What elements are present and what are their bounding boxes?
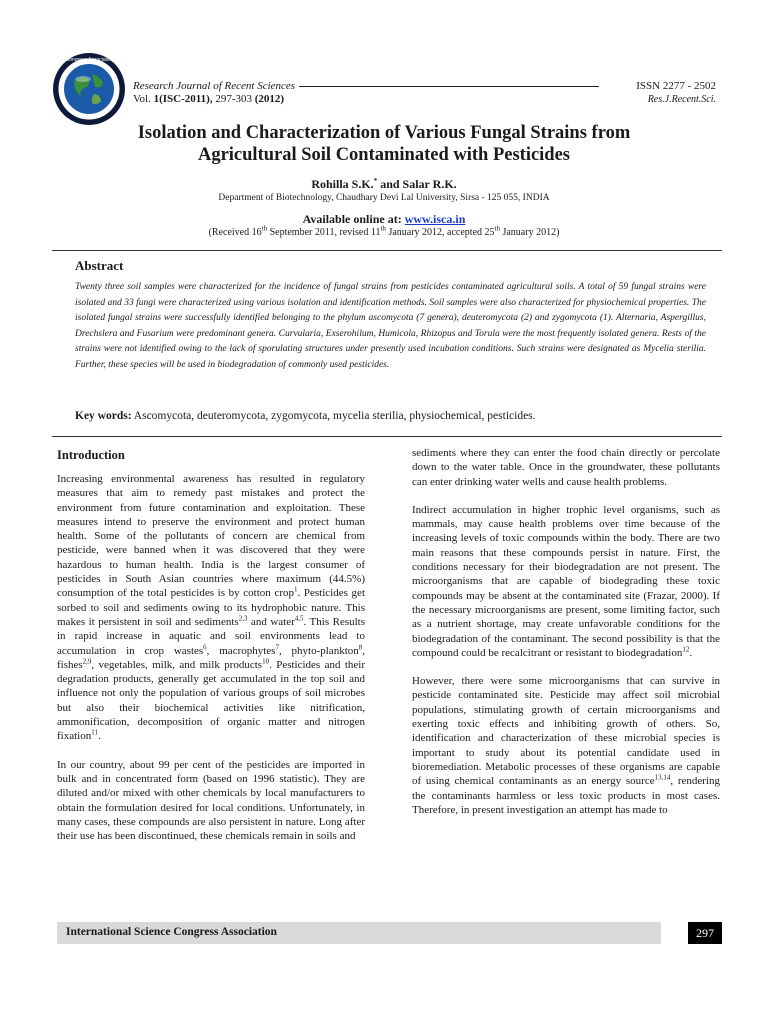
date-year: January 2012) <box>499 227 560 238</box>
footer-organization: International Science Congress Association <box>66 926 277 938</box>
date-revised: September 2011, revised 11 <box>267 227 381 238</box>
text-run: , phyto-plankton <box>278 644 359 657</box>
text-run: , rendering the contaminants harmless or less toxic products in most cases. Therefore, in present investigation an attempt has made to <box>412 775 720 816</box>
text-run: However, there were some microorganisms that can survive in pesticide contaminated site. Pesticide may affect soil microbial populations, stimulating growth of certain microorganisms and exerting toxic effects and inhibiting growth of others. So, identification and characterization of these microbial species is important to study about its potential candidate used in bioremediation. Metabolic processes of these organisms are capable of using chemical contaminants as an energy source <box>412 675 720 788</box>
page-number: 297 <box>688 922 722 944</box>
available-label: Available online at: <box>302 212 405 226</box>
divider <box>52 436 722 437</box>
text-run: and water <box>247 615 295 628</box>
citation: 8 <box>358 642 363 651</box>
paragraph <box>412 674 720 817</box>
page-range: 297-303 <box>212 93 255 105</box>
ordinal: th <box>380 224 386 233</box>
citation: 2,3 <box>238 614 248 623</box>
issn: ISSN 2277 - 2502 <box>636 80 716 92</box>
year: (2012) <box>254 93 285 105</box>
keywords-list: Ascomycota, deuteromycota, zygomycota, mycelia sterilia, physiochemical, pesticides. <box>131 410 536 422</box>
journal-header-left <box>133 80 599 106</box>
citation: 2,9 <box>82 657 92 666</box>
text-run: . This Results in rapid increase in aquatic and soil environments lead to accumulation in crop wastes <box>57 615 365 657</box>
keywords-label: Key words: <box>75 410 132 422</box>
left-column <box>57 472 365 857</box>
submission-dates <box>60 224 708 238</box>
author-1: Rohilla S.K. <box>311 177 374 191</box>
ordinal: th <box>261 224 268 233</box>
logo-ring-text: International Science Congress Association · Research Journal · <box>17 57 161 63</box>
ordinal: th <box>494 224 500 233</box>
journal-header-right <box>636 80 716 106</box>
date-received: (Received 16 <box>208 227 262 238</box>
paragraph: sediments where they can enter the food chain directly or percolate down to the water table. Once in the groundwater, these pollutants can enter drinking water wells and cause health problems. <box>412 447 720 488</box>
journal-name: Research Journal of Recent Sciences <box>133 80 296 92</box>
title-line-1: Isolation and Characterization of Various Fungal Strains from <box>137 123 631 143</box>
introduction-heading: Introduction <box>57 448 125 462</box>
date-accepted: January 2012, accepted 25 <box>385 227 495 238</box>
text-run: Indirect accumulation in higher trophic level organisms, such as mammals, may cause health problems over time because of the increasing levels of toxic compounds within the body. There are two main reasons that these compounds persist in nature. First, the conditions necessary for their biodegradation are not present. The microorganisms that are capable of biodegrading these toxic compounds may be absent at the contaminated site (Frazar, 2000). If the necessary microorganisms are present, some limiting factor, such as a nutrient shortage, may create unfavorable conditions for the biodegradation of the contaminant. The second possibility is that the compound could be recalcitrant or resistant to biodegradation <box>412 503 720 659</box>
author-2: and Salar R.K. <box>377 177 457 191</box>
text-run: . Pesticides get sorbed to soil and sediments owing to its hydrophobic nature. This makes it persistent in soil and sediments <box>57 587 365 628</box>
text-run: . <box>97 730 101 743</box>
text-run: , vegetables, milk, and milk products <box>91 658 263 671</box>
text-run: . Pesticides and their degradation products, generally get accumulated in the top soil and influence not only the population of various groups of soil microbes but also their biochemical activities like nitrification, ammonification, decomposition of organic matter and nitrogen fixation <box>57 658 365 743</box>
citation: 10 <box>262 657 270 666</box>
citation: 1 <box>294 585 298 594</box>
header-rule <box>299 86 599 87</box>
volume-prefix: Vol. <box>133 93 154 105</box>
paragraph <box>57 472 365 744</box>
volume-issue: 1(ISC-2011), <box>153 93 213 105</box>
citation: 4,5 <box>294 614 304 623</box>
corresponding-mark: * <box>373 177 378 185</box>
paragraph <box>412 503 720 660</box>
keywords <box>75 410 715 422</box>
citation: 13,14 <box>654 773 671 782</box>
citation: 11 <box>91 728 98 737</box>
text-run: , macrophytes <box>206 644 276 657</box>
affiliation: Department of Biotechnology, Chaudhary Devi Lal University, Sirsa - 125 055, INDIA <box>218 193 550 203</box>
divider <box>52 250 722 251</box>
citation: 7 <box>275 642 279 651</box>
citation: 6 <box>203 642 207 651</box>
abstract-heading: Abstract <box>75 258 124 273</box>
website-link[interactable]: www.isca.in <box>404 212 466 226</box>
paragraph: In our country, about 99 per cent of the pesticides are imported in bulk and in concentrated form (based on 1996 statistic). They are diluted and/or mixed with other chemicals by local manufacturers to obtain the formulation desired for local conditions. Unfortunately, in many cases, these compounds are also persistent in nature. Long after their use has been discontinued, these chemicals remain in soils and <box>57 758 365 843</box>
citation: 12 <box>682 645 690 654</box>
text-run: . <box>689 646 693 659</box>
abstract-body: Twenty three soil samples were characterized for the incidence of fungal strains from pesticides contaminated agricultural soils. A total of 59 fungal strains were isolated and 33 fungi were characterized using various isolation and identification methods. Soil samples were also characterized for physiochemical properties. The isolated fungal strains were successfully identified belonging to the phylum ascomycota (7 genera), deuteromycota (2) and zygomycota (1). Alternaria, Aspergillus, Drechslera and Fusarium were predominant genera. Curvularia, Exserohilum, Humicola, Rhizopus and Torula were the most frequently isolated genera. Rests of the strains were not identified owing to the lack of sporulating structures under presently used incubation conditions. Such strains were designated as Mycelia sterilia. Further, these species will be used in biodegradation of commonly used pesticides. <box>75 282 706 370</box>
paper-title <box>60 122 708 166</box>
text-run: , fishes <box>57 644 365 671</box>
text-run: Increasing environmental awareness has resulted in regulatory measures that aim to remedy past mistakes and protect the environment from future contamination and exploitation. These measures intend to preserve the environment and protect human health. Some of the pollutants of concern are chemical from pesticide, were banned when it was discovered that they were hazardous to human health. India is the largest consumer of pesticides in South Asian countries where maximum (44.5%) consumption of the total pesticides is by cotton crop <box>57 473 365 600</box>
authors <box>60 177 708 192</box>
right-column <box>412 446 720 831</box>
journal-abbr: Res.J.Recent.Sci. <box>647 94 716 105</box>
title-line-2: Agricultural Soil Contaminated with Pesticides <box>197 145 571 165</box>
